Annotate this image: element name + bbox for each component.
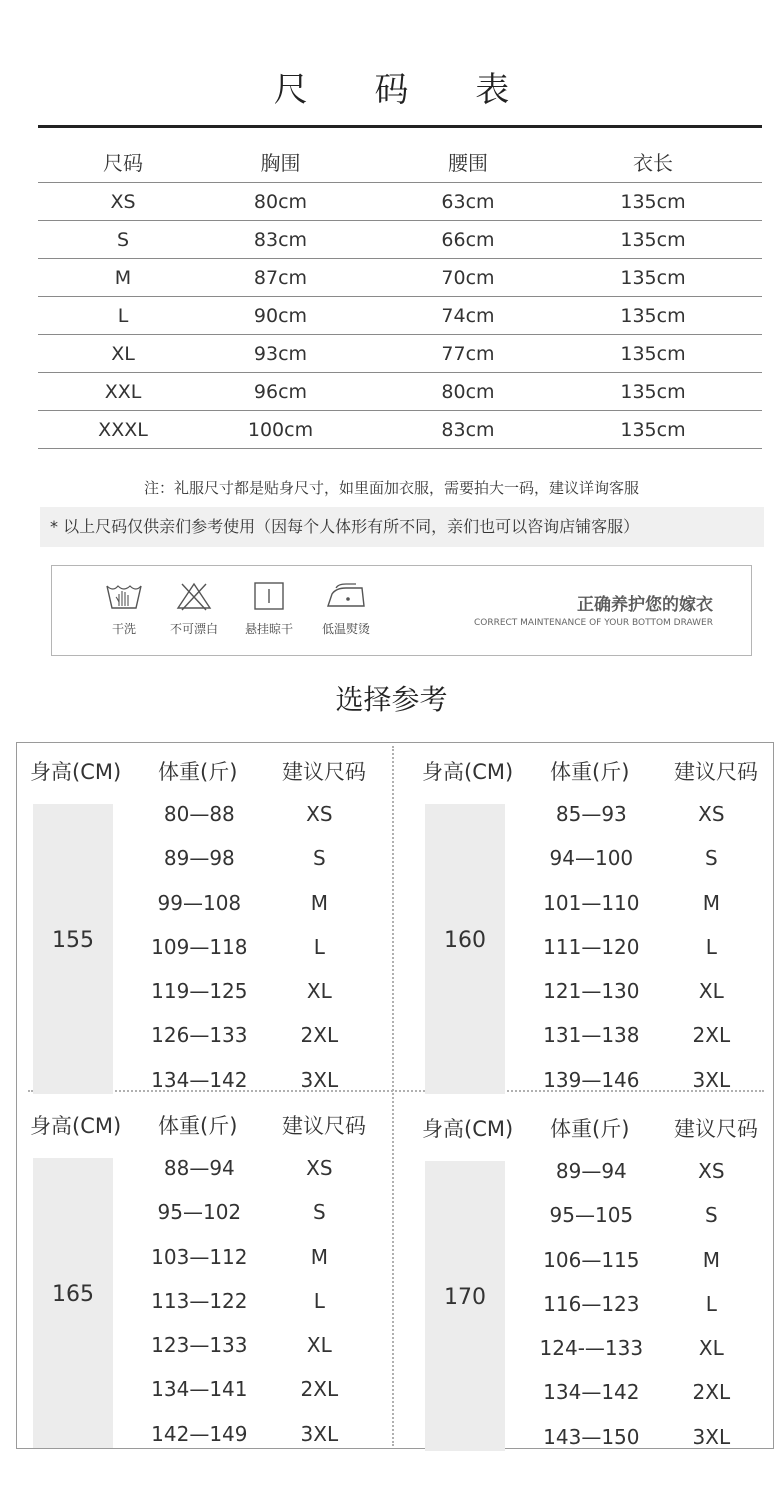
cell-length: 135cm [620, 190, 686, 213]
weight-range: 101—110 [543, 890, 640, 915]
list-item [143, 935, 383, 979]
list-item [535, 1023, 775, 1067]
weight-range: 94—100 [549, 846, 634, 871]
height-value: 155 [52, 928, 94, 953]
header-suggested-size: 建议尺码 [282, 760, 366, 784]
weight-range: 121—130 [543, 979, 640, 1004]
cell-size: S [116, 228, 130, 251]
weight-range: 95—102 [157, 1200, 242, 1225]
height-value: 160 [444, 928, 486, 953]
cell-length: 135cm [620, 342, 686, 365]
weight-range: 134—141 [151, 1377, 248, 1402]
cell-bust: 100cm [247, 418, 314, 441]
suggested-size: S [312, 1200, 326, 1225]
fit-note: 注：礼服尺寸都是贴身尺寸，如里面加衣服，需要拍大一码，建议详询客服 [143, 479, 639, 497]
header-height: 身高(CM) [422, 1117, 514, 1141]
suggested-size: 3XL [692, 1067, 731, 1092]
weight-range: 119—125 [151, 979, 248, 1004]
cell-length: 135cm [620, 380, 686, 403]
suggested-size: S [704, 1203, 718, 1228]
suggested-size: S [704, 846, 718, 871]
height-value: 165 [52, 1282, 94, 1307]
care-label: 悬挂晾干 [245, 622, 294, 636]
suggested-size: 3XL [300, 1067, 339, 1092]
size-table [38, 140, 762, 449]
suggested-size: M [702, 890, 720, 915]
cell-bust: 90cm [253, 304, 308, 327]
weight-range: 134—142 [151, 1067, 248, 1092]
low-iron-icon [322, 580, 370, 612]
list-item [143, 1333, 383, 1377]
weight-range: 89—94 [555, 1159, 627, 1183]
header-height: 身高(CM) [30, 1114, 122, 1138]
list-item [143, 1245, 383, 1289]
care-item-no-bleach [170, 580, 218, 637]
weight-size-list [143, 1156, 383, 1466]
suggested-size: M [310, 890, 328, 915]
header-size: 尺码 [103, 150, 143, 175]
header-height: 身高(CM) [422, 760, 514, 784]
list-item [535, 1336, 775, 1380]
weight-range: 123—133 [151, 1333, 248, 1358]
list-item [535, 1248, 775, 1292]
cell-size: XXXL [98, 418, 148, 441]
suggested-size: 2XL [300, 1023, 339, 1048]
table-row [38, 183, 762, 221]
list-item [535, 1292, 775, 1336]
header-length: 衣长 [633, 150, 673, 175]
list-item [535, 846, 775, 890]
care-subtitle: CORRECT MAINTENANCE OF YOUR BOTTOM DRAWER [473, 618, 713, 628]
weight-range: 80—88 [163, 802, 235, 826]
weight-range: 142—149 [151, 1421, 248, 1446]
disclaimer-bar: * 以上尺码仅供亲们参考使用（因每个人体形有所不同，亲们也可以咨询店铺客服） [40, 507, 764, 547]
suggested-size: M [310, 1244, 328, 1269]
header-suggested-size: 建议尺码 [674, 1117, 758, 1141]
weight-range: 124-—133 [539, 1336, 644, 1361]
suggested-size: XL [306, 979, 332, 1004]
header-weight: 体重(斤) [158, 1114, 238, 1138]
list-item [143, 1422, 383, 1466]
cell-bust: 96cm [253, 380, 308, 403]
list-item [143, 1156, 383, 1200]
suggested-size: 2XL [300, 1377, 339, 1402]
no-bleach-icon [170, 580, 218, 612]
header-weight: 体重(斤) [550, 1117, 630, 1141]
cell-length: 135cm [620, 418, 686, 441]
cell-waist: 77cm [441, 342, 495, 365]
suggested-size: 3XL [300, 1421, 339, 1446]
suggested-size: L [313, 934, 325, 959]
reference-block-160 [410, 756, 783, 1096]
suggested-size: XS [306, 802, 333, 826]
list-item [143, 891, 383, 935]
hang-dry-icon [245, 580, 293, 612]
list-item [535, 1203, 775, 1247]
list-item [535, 1068, 775, 1112]
table-row [38, 411, 762, 449]
care-label: 不可漂白 [170, 622, 219, 636]
weight-range: 116—123 [543, 1291, 640, 1316]
table-row [38, 335, 762, 373]
reference-block-155 [18, 756, 396, 1096]
weight-range: 103—112 [151, 1244, 248, 1269]
cell-bust: 80cm [253, 190, 308, 213]
header-bust: 胸围 [260, 150, 301, 175]
weight-range: 88—94 [163, 1156, 235, 1180]
header-waist: 腰围 [448, 150, 488, 175]
weight-range: 99—108 [157, 890, 242, 915]
list-item [143, 1068, 383, 1112]
suggested-size: XS [306, 1156, 333, 1180]
weight-size-list [143, 802, 383, 1112]
title-divider [38, 125, 762, 128]
cell-waist: 70cm [441, 266, 495, 289]
care-label: 低温熨烫 [322, 622, 371, 636]
weight-range: 89—98 [163, 846, 235, 871]
table-row [38, 259, 762, 297]
cell-waist: 83cm [441, 418, 495, 441]
cell-size: XS [110, 190, 136, 213]
weight-range: 113—122 [151, 1288, 248, 1313]
suggested-size: L [705, 934, 717, 959]
cell-size: M [114, 266, 132, 289]
height-value: 170 [444, 1285, 486, 1310]
list-item [535, 891, 775, 935]
weight-range: 111—120 [543, 934, 640, 959]
weight-range: 134—142 [543, 1380, 640, 1405]
suggested-size: 2XL [692, 1380, 731, 1405]
cell-bust: 93cm [253, 342, 308, 365]
cell-size: XXL [104, 380, 142, 403]
suggested-size: XL [306, 1333, 332, 1358]
reference-block-170 [410, 1113, 783, 1453]
weight-range: 143—150 [543, 1424, 640, 1449]
weight-size-list [535, 802, 775, 1112]
size-table-header [38, 140, 762, 183]
table-row [38, 373, 762, 411]
care-title: 正确养护您的嫁衣 [577, 595, 713, 615]
cell-size: L [117, 304, 129, 327]
suggested-size: XL [698, 979, 724, 1004]
suggested-size: 2XL [692, 1023, 731, 1048]
suggested-size: S [312, 846, 326, 871]
list-item [143, 802, 383, 846]
cell-length: 135cm [620, 304, 686, 327]
list-item [535, 1159, 775, 1203]
list-item [535, 1380, 775, 1424]
page-title: 尺 码 表 [273, 70, 538, 110]
list-item [143, 979, 383, 1023]
list-item [535, 802, 775, 846]
suggested-size: XS [698, 1159, 725, 1183]
section-title: 选择参考 [335, 683, 448, 716]
cell-bust: 83cm [253, 228, 308, 251]
suggested-size: XL [698, 1336, 724, 1361]
cell-waist: 66cm [441, 228, 495, 251]
cell-size: XL [111, 342, 135, 365]
list-item [535, 979, 775, 1023]
weight-size-list [535, 1159, 775, 1469]
cell-length: 135cm [620, 266, 686, 289]
suggested-size: L [705, 1291, 717, 1316]
care-label: 干洗 [111, 622, 136, 636]
cell-waist: 80cm [441, 380, 495, 403]
table-row [38, 297, 762, 335]
suggested-size: XS [698, 802, 725, 826]
header-suggested-size: 建议尺码 [674, 760, 758, 784]
suggested-size: M [702, 1247, 720, 1272]
weight-range: 85—93 [555, 802, 627, 826]
reference-block-165 [18, 1110, 396, 1450]
list-item [535, 935, 775, 979]
weight-range: 106—115 [543, 1247, 640, 1272]
care-item-hang-dry [245, 580, 293, 637]
list-item [143, 846, 383, 890]
suggested-size: L [313, 1288, 325, 1313]
suggested-size: 3XL [692, 1424, 731, 1449]
list-item [143, 1200, 383, 1244]
list-item [143, 1377, 383, 1421]
header-weight: 体重(斤) [550, 760, 630, 784]
weight-range: 126—133 [151, 1023, 248, 1048]
list-item [535, 1425, 775, 1469]
care-instructions-box [51, 565, 752, 656]
care-item-dry-clean [104, 580, 144, 637]
list-item [143, 1023, 383, 1067]
weight-range: 95—105 [549, 1203, 634, 1228]
care-item-low-iron [322, 580, 370, 637]
cell-waist: 74cm [441, 304, 495, 327]
dry-clean-icon [104, 580, 144, 612]
weight-range: 131—138 [543, 1023, 640, 1048]
list-item [143, 1289, 383, 1333]
cell-bust: 87cm [253, 266, 308, 289]
weight-range: 109—118 [151, 934, 248, 959]
cell-waist: 63cm [441, 190, 495, 213]
cell-length: 135cm [620, 228, 686, 251]
weight-range: 139—146 [543, 1067, 640, 1092]
header-suggested-size: 建议尺码 [282, 1114, 366, 1138]
table-row [38, 221, 762, 259]
header-weight: 体重(斤) [158, 760, 238, 784]
header-height: 身高(CM) [30, 760, 122, 784]
